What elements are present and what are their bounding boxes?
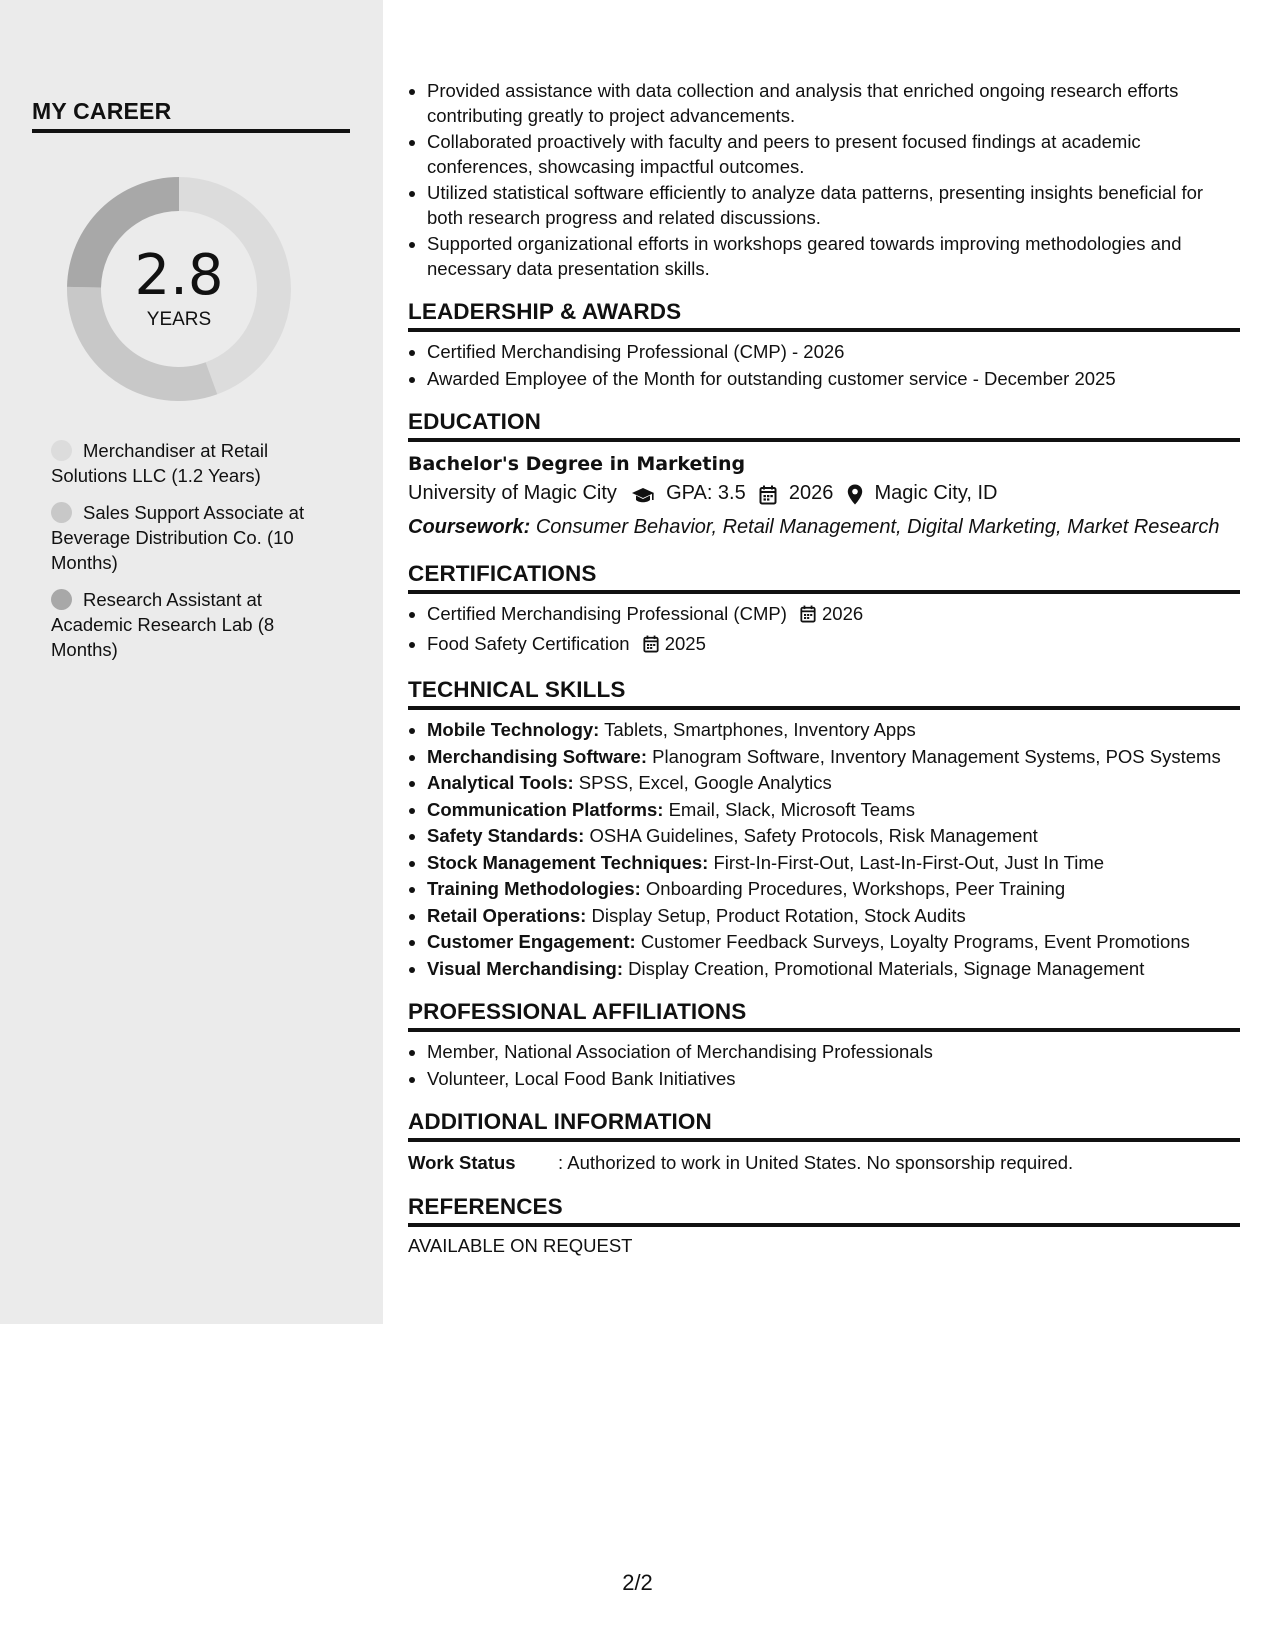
calendar-icon [800,605,816,630]
list-item [427,718,1240,743]
work-status-value: : Authorized to work in United States. No sponsorship required. [558,1152,1074,1173]
certification-year: 2026 [822,603,864,624]
list-item [427,957,1240,982]
list-item [427,602,1240,630]
list-item: • Supported organizational efforts in workshops geared towards improving methodologies and necessary data presentation skills. [427,232,1240,281]
section-title-certifications: CERTIFICATIONS [408,561,1240,594]
skill-value: OSHA Guidelines, Safety Protocols, Risk Management [589,825,1038,846]
experience-bullets [408,79,1240,281]
certification-name: Certified Merchandising Professional (CMP) [427,603,787,624]
section-title-skills: TECHNICAL SKILLS [408,677,1240,710]
list-item: • Collaborated proactively with faculty and peers to present focused findings at academic conferences, showcasing impactful outcomes. [427,130,1240,179]
education-year: 2026 [788,482,834,504]
donut-center [67,177,291,401]
legend-dot [51,502,72,523]
map-pin-icon [847,481,863,512]
skill-label: Visual Merchandising: [427,957,624,979]
list-item [427,798,1240,823]
work-status-row [408,1150,1240,1176]
skill-value: SPSS, Excel, Google Analytics [578,772,832,793]
page-number: 2/2 [622,1570,653,1595]
calendar-icon [643,635,659,660]
education-location: Magic City, ID [874,482,998,504]
skill-value: Customer Feedback Surveys, Loyalty Programs, Event Promotions [640,931,1190,952]
skill-label: Retail Operations: [427,904,587,926]
section-title-references: REFERENCES [408,1194,1240,1227]
education-degree: Bachelor's Degree in Marketing [408,453,746,475]
list-item: • Member, National Association of Merchandising Professionals [427,1040,1240,1065]
list-item [427,904,1240,929]
legend-label: Merchandiser at Retail Solutions LLC (1.2 Years) [51,440,269,486]
affiliations-list [408,1040,1240,1091]
section-title-affiliations: PROFESSIONAL AFFILIATIONS [408,999,1240,1032]
skill-label: Customer Engagement: [427,931,636,952]
list-item [427,930,1240,955]
list-item [427,824,1240,849]
list-item [427,745,1240,770]
career-years-unit: YEARS [146,309,212,330]
skill-value: Tablets, Smartphones, Inventory Apps [604,719,916,740]
coursework-list: Consumer Behavior, Retail Management, Digital Marketing, Market Research [535,516,1220,538]
legend-item [51,500,326,575]
certification-name: Food Safety Certification [427,632,630,654]
skill-value: Email, Slack, Microsoft Teams [668,798,915,820]
sidebar [0,0,383,1324]
skills-list [408,718,1240,981]
calendar-icon [759,481,777,512]
leadership-list [408,340,1240,391]
graduation-cap-icon [631,481,655,512]
skill-label: Stock Management Techniques: [427,851,709,873]
legend-dot [51,589,72,610]
legend-dot [51,440,72,461]
career-years-value: 2.8 [134,243,224,308]
skill-value: Onboarding Procedures, Workshops, Peer Training [645,878,1066,899]
skill-value: Display Creation, Promotional Materials, Signage Management [628,957,1145,979]
legend-item [51,438,326,488]
list-item [427,877,1240,902]
legend-item [51,587,326,662]
skill-label: Merchandising Software: [427,745,647,767]
list-item: • Awarded Employee of the Month for outstanding customer service - December 2025 [427,367,1240,392]
career-legend [51,438,326,674]
skill-label: Communication Platforms: [427,798,664,820]
list-item: • Certified Merchandising Professional (CMP) - 2026 [427,340,1240,365]
skill-label: Analytical Tools: [427,772,574,793]
skill-label: Safety Standards: [427,825,585,846]
main-content [408,79,1240,1257]
list-item: • Volunteer, Local Food Bank Initiatives [427,1067,1240,1092]
education-school: University of Magic City [408,482,617,504]
education-coursework [408,512,1240,543]
legend-label: Sales Support Associate at Beverage Distribution Co. (10 Months) [51,502,305,573]
skill-value: Planogram Software, Inventory Management Systems, POS Systems [652,745,1221,767]
list-item [427,632,1240,660]
legend-label: Research Assistant at Academic Research Lab (8 Months) [51,589,275,660]
coursework-label: Coursework: [408,516,531,538]
certifications-list [408,602,1240,659]
work-status-label: Work Status [408,1152,516,1173]
section-title-education: EDUCATION [408,409,1240,442]
education-details [408,478,1240,512]
references-text: AVAILABLE ON REQUEST [408,1235,633,1256]
list-item [427,851,1240,876]
list-item [427,771,1240,796]
education-gpa: GPA: 3.5 [666,482,746,504]
career-donut-chart [67,177,291,401]
sidebar-heading: MY CAREER [32,98,350,133]
list-item: • Utilized statistical software efficiently to analyze data patterns, presenting insights beneficial for both research progress and related discussions. [427,181,1240,230]
skill-value: First-In-First-Out, Last-In-First-Out, Just In Time [713,851,1105,873]
certification-year: 2025 [664,632,706,654]
skill-label: Training Methodologies: [427,878,641,899]
skill-label: Mobile Technology: [427,719,600,740]
section-title-additional: ADDITIONAL INFORMATION [408,1109,1240,1142]
section-title-leadership: LEADERSHIP & AWARDS [408,299,1240,332]
list-item: • Provided assistance with data collection and analysis that enriched ongoing research efforts contributing greatly to project advancements. [427,79,1240,128]
skill-value: Display Setup, Product Rotation, Stock Audits [591,904,966,926]
